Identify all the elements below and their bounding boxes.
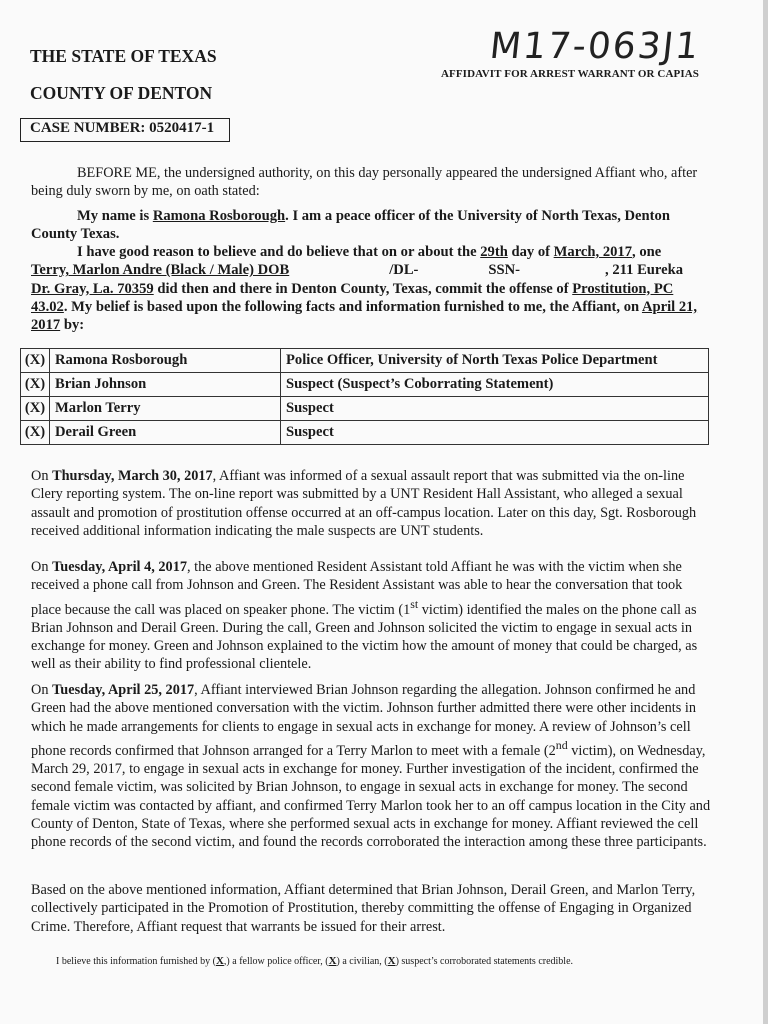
p2-text-b: victim) identified the males on the phone call as Brian Johnson and Derail Green. During the call, Green and Johnson solicited the victim to engage in sexual acts in exchange for money. Green and Johnson explained to the victim how the amount of money that could be charged, as well as their ability to find professional clientele.	[31, 601, 698, 673]
paragraph-interview	[31, 681, 712, 851]
state-heading: THE STATE OF TEXAS	[30, 46, 217, 66]
p3-superscript: nd	[555, 737, 568, 752]
ssn-label: SSN-	[488, 262, 521, 279]
offense-name: Prostitution, PC 43.02	[31, 280, 674, 315]
sworn-statement: BEFORE ME, the undersigned authority, on this day personally appeared the undersigned Affiant who, after being duly sworn by me, on oath stated:	[31, 165, 698, 200]
county-heading: COUNTY OF DENTON	[30, 83, 213, 103]
party-role: Suspect	[281, 421, 709, 445]
affiant-identity	[31, 207, 712, 244]
party-role: Suspect (Suspect’s Coborrating Statement)	[281, 373, 709, 397]
table-row	[21, 373, 709, 397]
party-name: Derail Green	[50, 421, 281, 445]
affiant-name: Ramona Rosborough	[152, 208, 286, 224]
parties-table	[20, 348, 709, 445]
table-row	[21, 421, 709, 445]
party-mark: (X)	[21, 349, 50, 373]
footnote-text-d: ) suspect’s corroborated statements credible.	[395, 956, 574, 967]
p2-superscript: st	[410, 596, 419, 611]
belief-statement	[31, 243, 712, 334]
affidavit-title: AFFIDAVIT FOR ARREST WARRANT OR CAPIAS	[441, 68, 699, 80]
party-mark: (X)	[21, 397, 50, 421]
suspect-address: Dr. Gray, La. 70359	[31, 280, 154, 297]
footnote-mark-suspect: X	[387, 955, 396, 967]
party-name: Brian Johnson	[50, 373, 281, 397]
party-name: Marlon Terry	[50, 397, 281, 421]
p2-lead: On	[31, 559, 53, 575]
reason-text-2: day of	[507, 244, 554, 260]
address-prefix: , 211 Eureka	[605, 262, 684, 279]
reason-text-4: did then and there in Denton County, Texas, commit the offense of	[153, 280, 573, 297]
paragraph-phone-call	[31, 558, 712, 674]
dl-label: /DL-	[389, 262, 419, 279]
footnote-text-b: ,) a fellow police officer, (	[223, 956, 329, 967]
footnote-mark-officer: X	[215, 955, 224, 967]
suspect-identity: Terry, Marlon Andre (Black / Male) DOB	[31, 262, 290, 279]
handwritten-case-number: M17-063J1	[487, 26, 703, 67]
p1-date: Thursday, March 30, 2017	[52, 468, 213, 484]
party-name: Ramona Rosborough	[50, 349, 281, 373]
table-row	[21, 349, 709, 373]
p2-date: Tuesday, April 4, 2017	[52, 559, 187, 575]
p3-text-a: , Affiant interviewed Brian Johnson regarding the allegation. Johnson confirmed he and Green had the above mentioned conversation with the victim. Johnson further admitted there were other incidents in which he made arrangements for clients to engage in sexual acts in exchange for money. A review of Johnson’s cell phone records confirmed that Johnson arranged for a Terry Marlon to meet with a female (2	[31, 682, 697, 759]
reason-text-1: I have good reason to believe and do believe that on or about the	[77, 244, 481, 260]
offense-day: 29th	[480, 244, 508, 260]
paragraph-conclusion: Based on the above mentioned information, Affiant determined that Brian Johnson, Derail Green, and Marlon Terry, collectively participated in the Promotion of Prostitution, thereby committing the offense of Engaging in Organized Crime. Therefore, Affiant request that warrants be issued for their arrest.	[31, 882, 696, 935]
offense-month-year: March, 2017	[553, 244, 633, 260]
case-number-box: CASE NUMBER: 0520417-1	[20, 118, 230, 142]
footnote-mark-civilian: X	[328, 955, 337, 967]
reason-text-5: . My belief is based upon the following facts and information furnished to me, the Affiant, on	[63, 298, 642, 315]
p1-lead: On	[31, 468, 53, 484]
p3-text-b: victim), on Wednesday, March 29, 2017, to engage in sexual acts in exchange for money. Further investigation of the incident, confirmed the second female victim, was solicited by Brian Johnson, to engage in sexual acts in exchange for money. The second female victim was contacted by affiant, and confirmed Terry Marlon took her to an off campus location in the City and County of Denton, State of Texas, where she performed sexual acts in exchange for money. Affiant reviewed the cell phone records of the second victim, and found the records corroborated the interaction among these three participants.	[31, 742, 711, 851]
p3-date: Tuesday, April 25, 2017	[52, 682, 195, 698]
p1-text: , Affiant was informed of a sexual assault report that was submitted via the on-line Clery reporting system. The on-line report was submitted by a UNT Resident Hall Assistant, who alleged a sexual assault and promotion of prostitution offense occurred at an off-campus location. Later on this day, Sgt. Rosborough received additional information indicating the male suspects are UNT students.	[31, 468, 697, 539]
reason-text-3: , one	[632, 244, 662, 260]
page-edge-shadow	[763, 0, 768, 1024]
p3-lead: On	[31, 682, 53, 698]
name-suffix: . I am a peace officer of the University of North Texas, Denton County Texas.	[31, 208, 670, 243]
party-role: Suspect	[281, 397, 709, 421]
party-role: Police Officer, University of North Texas Police Department	[281, 349, 709, 373]
credibility-footnote	[56, 955, 573, 967]
reason-text-6: by:	[60, 317, 85, 334]
party-mark: (X)	[21, 421, 50, 445]
name-prefix: My name is	[77, 208, 153, 224]
p2-text-a: , the above mentioned Resident Assistant told Affiant he was with the victim when she received a phone call from Johnson and Green. The Resident Assistant was able to hear the conversation that took place because the call was placed on speaker phone. The victim (1	[31, 559, 683, 618]
party-mark: (X)	[21, 373, 50, 397]
footnote-text-c: ) a civilian, (	[336, 956, 388, 967]
footnote-text-a: I believe this information furnished by (	[56, 956, 216, 967]
table-row	[21, 397, 709, 421]
date-furnished: April 21, 2017	[31, 298, 698, 334]
paragraph-report	[31, 467, 712, 540]
